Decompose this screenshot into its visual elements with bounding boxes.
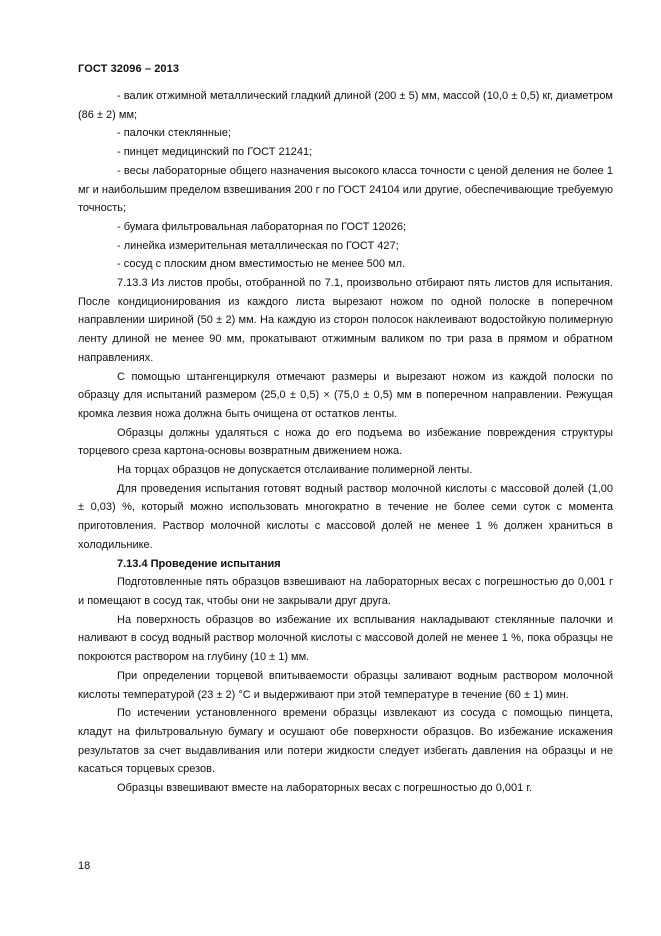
document-header: ГОСТ 32096 – 2013: [78, 63, 180, 75]
paragraph-scales: - весы лабораторные общего назначения высокого класса точности с ценой деления не более 1 мг и наибольшим пределом взвешивания 200 г по ГОСТ 24104 или другие, обеспечивающие требуемую точность;: [78, 164, 613, 215]
paragraph-temperature: При определении торцевой впитываемости образцы заливают водным раствором молочной кислоты температурой (23 ± 2) °С и выдерживают при этой температуре в течение (60 ± 1) мин.: [78, 669, 613, 701]
paragraph-glass-rods-placement: На поверхность образцов во избежание их всплывания накладывают стеклянные палочки и наливают в сосуд водный раствор молочной кислоты с массовой долей не менее 1 %, пока образцы не покроются раствором на глубину (10 ± 1) мм.: [78, 613, 613, 664]
paragraph-vessel: - сосуд с плоским дном вместимостью не менее 500 мл.: [117, 258, 406, 271]
paragraph-filter-paper: - бумага фильтровальная лабораторная по ГОСТ 12026;: [117, 220, 407, 233]
paragraph-removal: По истечении установленного времени образцы извлекают из сосуда с помощью пинцета, кладут на фильтровальную бумагу и осушают обе поверхности образцов. Во избежание искажения результатов за счет выдавливания или потери жидкости следует избегать давления на образцы и не касаться торцевых срезов.: [78, 707, 613, 776]
page-number: 18: [78, 860, 91, 872]
section-heading-7-13-4: 7.13.4 Проведение испытания: [117, 557, 281, 570]
paragraph-glass-rods: - палочки стеклянные;: [117, 127, 232, 140]
paragraph-ruler: - линейка измерительная металлическая по ГОСТ 427;: [117, 239, 399, 252]
paragraph-caliper: С помощью штангенциркуля отмечают размеры и вырезают ножом из каждой полоски по образцу для испытаний размером (25,0 ± 0,5) × (75,0 ± 0,5) мм в поперечном направлении. Режущая кромка лезвия ножа должна быть очищена от остатков ленты.: [78, 370, 613, 420]
paragraph-tweezers: - пинцет медицинский по ГОСТ 21241;: [117, 146, 313, 159]
document-body: [78, 87, 613, 798]
paragraph-lactic-solution: Для проведения испытания готовят водный раствор молочной кислоты с массовой долей (1,00 ± 0,03) %, который можно использовать многократно в течение не более семи суток с момента приготовления. Раствор молочной кислоты с массовой долей не менее 1 % должен храниться в холодильнике.: [78, 482, 613, 551]
paragraph-peeling: На торцах образцов не допускается отслаивание полимерной ленты.: [117, 464, 473, 477]
paragraph-final-weighing: Образцы взвешивают вместе на лабораторных весах с погрешностью до 0,001 г.: [117, 782, 533, 795]
paragraph-7-13-3: 7.13.3 Из листов пробы, отобранной по 7.1, произвольно отбирают пять листов для испытания. После кондиционирования из каждого листа вырезают ножом по одной полоске в поперечном направлении шириной (50 ± 2) мм. На каждую из сторон полосок наклеивают водостойкую полимерную ленту длиной не менее 90 мм, прокатывают отжимным валиком по три раза в прямом и обратном направлениях.: [78, 277, 613, 364]
paragraph-knife: Образцы должны удаляться с ножа до его подъема во избежание повреждения структуры торцевого среза картона-основы возвратным движением ножа.: [78, 426, 613, 458]
paragraph-weighing-samples: Подготовленные пять образцов взвешивают на лабораторных весах с погрешностью до 0,001 г и помещают в сосуд так, чтобы они не закрывали друг друга.: [78, 576, 613, 607]
paragraph-roller: - валик отжимной металлический гладкий длиной (200 ± 5) мм, массой (10,0 ± 0,5) кг, диаметром (86 ± 2) мм;: [78, 90, 613, 121]
